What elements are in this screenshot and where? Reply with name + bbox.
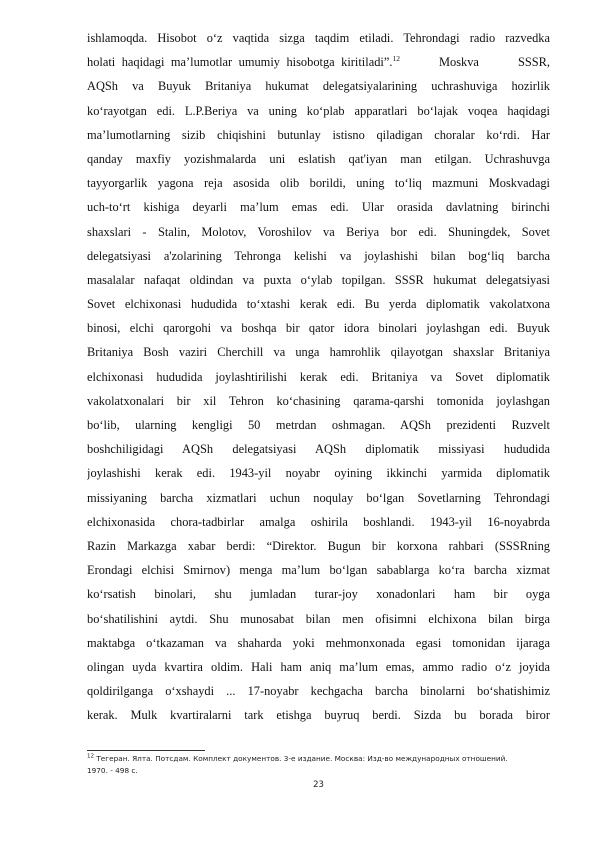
text-line: masalalar nafaqat oldindan va puxta o‘ylab topilgan. SSSR hukumat delegatsiyasi [87,272,550,287]
text-line: delegatsiyasi a'zolarining Tehronga kelishi va joylashishi bilan bog‘liq barcha [87,248,550,263]
text-line: Sovet elchixonasi hududida to‘xtashi kerak edi. Bu yerda diplomatik vakolatxona [87,297,550,312]
text-line: bo‘lib, ularning kengligi 50 metrdan oshmagan. AQSh prezidenti Ruzvelt [87,418,550,432]
text-line: qanday maxfiy yozishmalarda uni eslatish qat'iyan man etilgan. Uchrashuvga [87,151,550,166]
text-segment: Moskva SSSR, [399,55,550,70]
text-line: maktabga o‘tkazaman va shaharda yoki mehmonxonada egasi tomonidan ijaraga [87,635,550,650]
text-line: tayyorgarlik yagona reja asosida olib borildi, uning to‘liq mazmuni Moskvadagi [87,176,550,191]
footnote-line [87,753,550,765]
footnote [87,753,550,776]
text-line: vakolatxonalari bir xil Tehron ko‘chasining qarama-qarshi tomonida joylashgan [87,393,550,408]
text-line: ko‘rsatish binolari, shu jumladan turar-joy xonadonlari ham bir oyga [87,587,550,602]
text-line [87,50,550,74]
text-line: shaxslari - Stalin, Molotov, Voroshilov va Beriya bor edi. Shuningdek, Sovet [87,224,550,239]
text-line: joylashishi kerak edi. 1943-yil noyabr oyining ikkinchi yarmida diplomatik [87,466,550,481]
text-line: missiyaning barcha xizmatlari uchun noqulay bo‘lgan Sovetlarning Tehrondagi [87,490,550,505]
footnote-text: Тегеран. Ялта. Потсдам. Комплект документов. 3-е издание. Москва: Изд-во международных отношений. [94,754,508,763]
text-line: qoldirilganga o‘xshaydi ... 17-noyabr kechgacha barcha binolarni bo‘shatishimiz [87,684,550,699]
text-line: AQSh va Buyuk Britaniya hukumat delegatsiyalarining uchrashuviga hozirlik [87,79,550,94]
text-line: binosi, elchi qarorgohi va boshqa bir qator idora binolari joylashgan edi. Buyuk [87,321,550,336]
text-line: Erondagi elchisi Smirnov) menga ma’lum bo‘lgan sabablarga ko‘ra barcha xizmat [87,563,550,578]
text-line: ko‘rayotgan edi. L.P.Beriya va uning ko‘plab apparatlari bo‘lajak voqea haqidagi [87,103,550,118]
text-line: elchixonasida chora-tadbirlar amalga oshirila boshlandi. 1943-yil 16-noyabrda [87,514,550,529]
text-line: olingan uyda kvartira oldim. Hali ham aniq ma’lum emas, ammo radio o‘z joyida [87,659,550,674]
page-number: 23 [313,780,324,790]
footnote-number: 12 [87,753,94,760]
footnote-line: 1970. - 498 с. [87,765,138,775]
text-line: elchixonasi hududida joylashtirilishi kerak edi. Britaniya va Sovet diplomatik [87,369,550,384]
text-line: kerak. Mulk kvartiralarni tark etishga buyruq berdi. Sizda bu borada biror [87,708,550,723]
text-line: uch-to‘rt kishiga deyarli ma’lum emas edi. Ular orasida davlatning birinchi [87,200,550,215]
text-line: Razin Markazga xabar berdi: “Direktor. Bugun bir korxona rahbari (SSSRning [87,538,550,553]
text-line: Britaniya Bosh vaziri Cherchill va unga hamrohlik qilayotgan shaxslar Britaniya [87,345,550,360]
text-line: ishlamoqda. Hisobot o‘z vaqtida sizga taqdim etiladi. Tehrondagi radio razvedka [87,31,550,45]
footnote-reference[interactable]: 12 [392,54,400,64]
text-line: bo‘shatilishini aytdi. Shu munosabat bilan men ofisimni elchixona bilan birga [87,611,550,626]
body-text [87,26,550,727]
text-line: ma’lumotlarning sizib chiqishini butunlay istisno qiladigan choralar ko‘rdi. Har [87,127,550,142]
footnote-divider [87,750,205,751]
text-line: boshchiligidagi AQSh delegatsiyasi AQSh diplomatik missiyasi hududida [87,442,550,457]
text-segment: holati haqidagi ma’lumotlar umumiy hisobotga kiritiladi”. [87,55,393,70]
